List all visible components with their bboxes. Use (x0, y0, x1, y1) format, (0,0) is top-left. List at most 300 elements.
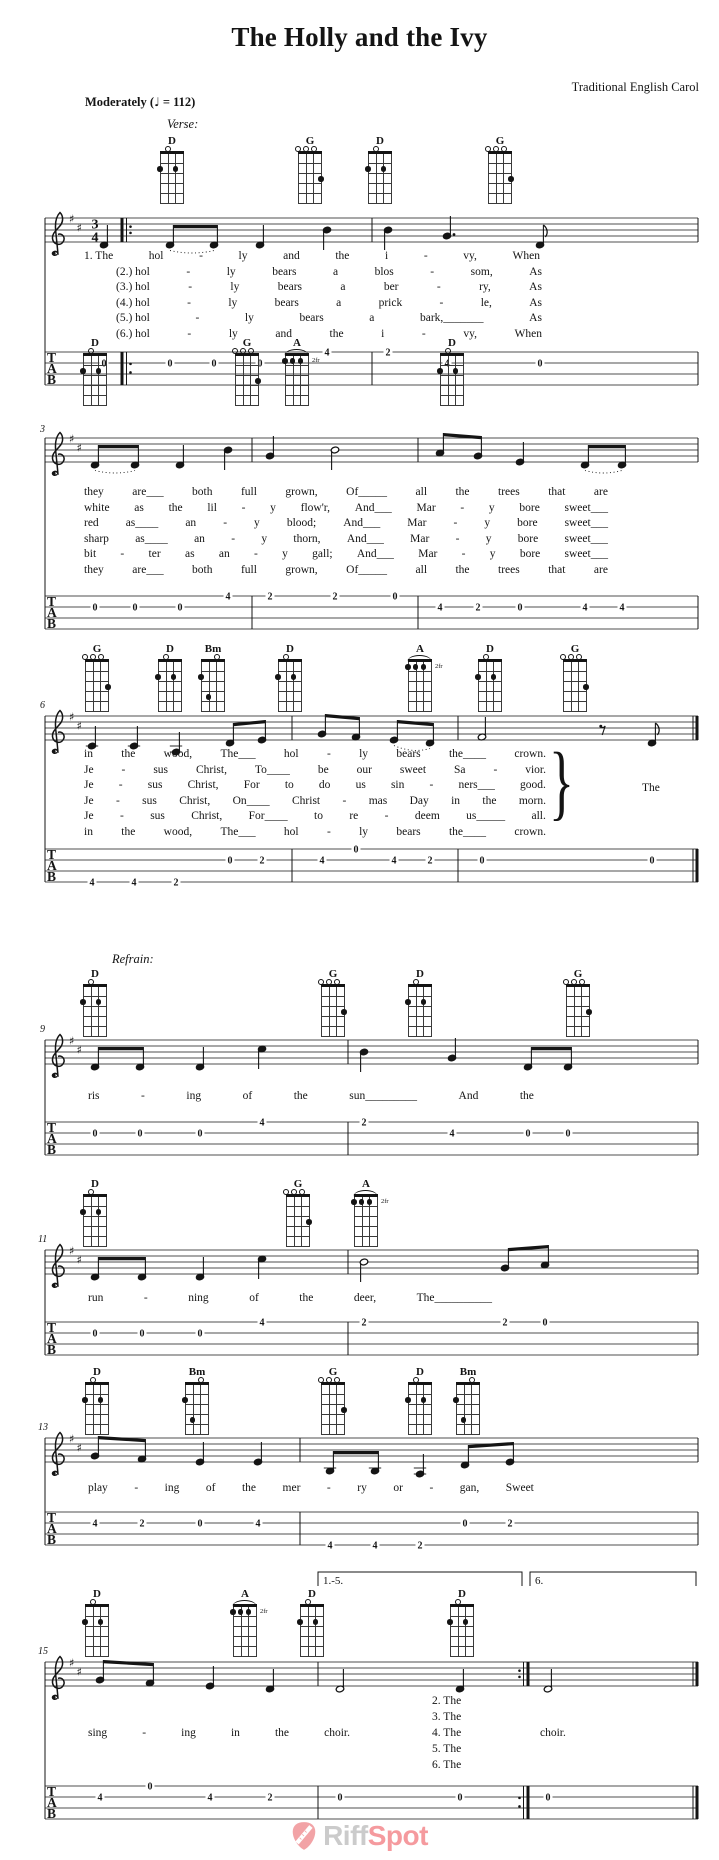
lyric-token: - (188, 281, 193, 293)
chord-fret-line (233, 1656, 257, 1657)
chord-string (158, 662, 159, 712)
lyric-token: - (460, 501, 465, 514)
barre-icon (407, 655, 432, 662)
lyric-line (84, 486, 608, 498)
lyric-token: blood; (286, 517, 317, 529)
chord-string (248, 1607, 249, 1657)
svg-text:0: 0 (137, 1128, 143, 1140)
finger-dot (421, 664, 427, 670)
open-string-icon (88, 348, 94, 354)
lyric-token: an (218, 548, 230, 560)
finger-dot (96, 1209, 102, 1215)
svg-text:2: 2 (417, 1540, 423, 1552)
chord-string (369, 1197, 370, 1247)
chord-string (298, 154, 299, 204)
lyric-token: sweet___ (564, 501, 608, 514)
finger-dot (583, 684, 589, 690)
finger-dot (367, 1199, 373, 1205)
lyric-line (84, 779, 546, 791)
chord-fret-line (478, 691, 502, 692)
open-string-icon (413, 1377, 419, 1383)
lyric-token: y (488, 501, 495, 514)
lyric-token: y (270, 501, 276, 514)
finger-dot (405, 664, 411, 670)
svg-text:B: B (47, 869, 57, 884)
riffspot-pick-icon (291, 1821, 317, 1851)
chord-fret-line (368, 183, 392, 184)
finger-dot (491, 674, 497, 680)
svg-text:4: 4 (449, 1128, 455, 1140)
chord-fret-line (233, 1636, 257, 1637)
finger-dot (453, 368, 459, 374)
chord-fret-line (321, 1036, 345, 1037)
chord-name: Bm (204, 643, 222, 655)
chord-fret-line (321, 1414, 345, 1415)
chord-fret-line (158, 671, 182, 672)
chord-fret-line (235, 405, 259, 406)
svg-text:0: 0 (177, 602, 183, 614)
chord-grid (440, 353, 464, 406)
lyric-extra: 3. The (432, 1711, 462, 1723)
chord-string (106, 1197, 107, 1247)
chord-fret-line (235, 385, 259, 386)
chord-fret-line (368, 203, 392, 204)
chord-grid (321, 984, 345, 1037)
svg-text:A: A (47, 1131, 57, 1146)
svg-text:0: 0 (197, 1518, 203, 1530)
chord-fret-line (160, 163, 184, 164)
open-string-icon (469, 1377, 475, 1383)
chord-grid (85, 659, 109, 712)
lyric-token: - (326, 1482, 331, 1494)
lyric-token: our (356, 763, 372, 776)
chord-fret-line (201, 681, 225, 682)
lyric-token: bore (519, 501, 540, 514)
open-string-icon (214, 654, 220, 660)
chord-fret-line (235, 375, 259, 376)
open-string-icon (373, 146, 379, 152)
lyric-token: sweet___ (564, 548, 608, 560)
svg-text:4: 4 (444, 358, 450, 370)
finger-dot (318, 176, 324, 182)
lyric-line (84, 795, 546, 807)
svg-text:T: T (47, 350, 57, 365)
chord-fret-line (285, 405, 309, 406)
svg-text:A: A (47, 1521, 57, 1536)
finger-dot (80, 1209, 86, 1215)
svg-text:4: 4 (619, 602, 625, 614)
lyric-token: - (421, 327, 426, 340)
lyric-token: To____ (254, 763, 290, 776)
chord-fret-line (488, 183, 512, 184)
chord-fret-line (201, 691, 225, 692)
svg-text:0: 0 (517, 602, 523, 614)
finger-dot (173, 166, 179, 172)
open-string-icon (334, 1377, 340, 1383)
open-string-icon (303, 146, 309, 152)
chord-fret-line (85, 1424, 109, 1425)
lyric-token: good. (520, 779, 546, 791)
open-string-icon (248, 348, 254, 354)
svg-text:0: 0 (139, 1328, 145, 1340)
chord-fret-line (85, 691, 109, 692)
lyric-token: hol (283, 748, 299, 760)
chord-fret-line (450, 1626, 474, 1627)
svg-text:♯: ♯ (76, 1665, 82, 1679)
svg-text:4: 4 (259, 1317, 265, 1329)
lyric-token: y (489, 548, 496, 560)
chord-string (486, 662, 487, 712)
lyric-line (84, 517, 608, 529)
lyric-token: Christ, (179, 794, 211, 807)
svg-text:2: 2 (173, 877, 179, 889)
lyric-token: ing (186, 1090, 202, 1102)
svg-text:2: 2 (361, 1317, 367, 1329)
chord-string (563, 662, 564, 712)
chord-fret-line (563, 691, 587, 692)
lyric-token: - (115, 794, 120, 807)
lyric-token: wood, (163, 748, 193, 760)
chord-fret-line (85, 1636, 109, 1637)
lyric-token: all (415, 486, 428, 498)
chord-fret-line (278, 681, 302, 682)
open-string-icon (98, 654, 104, 660)
chord-grid (85, 1604, 109, 1657)
chord-grid (456, 1382, 480, 1435)
chord-string (313, 154, 314, 204)
chord-fret-line (408, 711, 432, 712)
lyric-token: gall; (312, 548, 333, 560)
svg-text:♯: ♯ (69, 1034, 75, 1048)
brand-riff: Riff (323, 1820, 368, 1851)
lyric-token: - (134, 1482, 139, 1494)
svg-text:2: 2 (427, 855, 433, 867)
chord-string (106, 356, 107, 406)
chord-string (85, 662, 86, 712)
chord-string (464, 1385, 465, 1435)
svg-text:B: B (47, 1342, 57, 1357)
lyric-token: full (240, 563, 257, 576)
lyric-token: As (529, 296, 542, 309)
chord-fret-line (321, 1434, 345, 1435)
lyric-token: are (593, 563, 608, 576)
open-string-icon (88, 979, 94, 985)
chord-fret-line (83, 996, 107, 997)
svg-text:0: 0 (197, 1128, 203, 1140)
open-string-icon (318, 979, 324, 985)
chord-name: D (93, 1588, 101, 1600)
chord-string (391, 154, 392, 204)
open-string-icon (163, 654, 169, 660)
lyric-token: the (482, 794, 497, 807)
lyric-token: hol (148, 250, 164, 262)
fret-position-label: 2fr (312, 357, 320, 364)
chord-fret-line (185, 1404, 209, 1405)
chord-fret-line (300, 1646, 324, 1647)
lyric-token: - (195, 312, 200, 324)
lyric-token: - (119, 810, 124, 822)
lyric-token: ly (359, 748, 369, 760)
chord-fret-line (235, 365, 259, 366)
svg-text:4: 4 (259, 1117, 265, 1129)
chord-fret-line (321, 1026, 345, 1027)
chord-name: A (416, 643, 424, 655)
lyric-token: And___ (356, 548, 394, 560)
lyric-token: crown. (514, 825, 546, 838)
chord-grid (321, 1382, 345, 1435)
chord-fret-line (354, 1226, 378, 1227)
lyric-token: the (335, 250, 350, 262)
chord-name: G (92, 643, 102, 655)
measure-number: 3 (40, 424, 45, 435)
chord-name: D (308, 1588, 316, 1600)
chord-fret-line (285, 365, 309, 366)
lyric-token: vior. (525, 763, 546, 776)
chord-fret-line (488, 203, 512, 204)
chord-name: D (416, 1366, 424, 1378)
chord-fret-line (321, 1006, 345, 1007)
lyric-token: And___ (346, 532, 384, 545)
lyric-token: - (439, 296, 444, 309)
chord-string (455, 356, 456, 406)
svg-text:2: 2 (259, 855, 265, 867)
open-string-icon (240, 348, 246, 354)
open-string-icon (318, 1377, 324, 1383)
chord-fret-line (450, 1636, 474, 1637)
chord-string (336, 987, 337, 1037)
chord-string (301, 1197, 302, 1247)
lyric-token: Of_____ (346, 563, 388, 576)
lyric-token: and (275, 327, 292, 340)
lyric-token: mer (282, 1482, 301, 1494)
lyric-token: gan, (459, 1482, 480, 1494)
finger-dot (190, 1417, 196, 1423)
chord-string (98, 1197, 99, 1247)
lyric-token: a (336, 296, 342, 309)
svg-text:♯: ♯ (69, 1244, 75, 1258)
chord-string (383, 154, 384, 204)
lyric-token: And___ (343, 517, 381, 529)
chord-fret-line (408, 691, 432, 692)
chord-name: G (495, 135, 505, 147)
chord-string (465, 1607, 466, 1657)
open-string-icon (299, 1189, 305, 1195)
lyric-token: flow'r, (300, 501, 331, 514)
lyric-token: bore (517, 532, 539, 545)
lyric-line (84, 250, 540, 262)
lyric-token: the (299, 1292, 314, 1304)
chord-fret-line (563, 681, 587, 682)
lyric-token: an (194, 532, 205, 545)
chord-name: A (241, 1588, 249, 1600)
lyric-token: both (192, 486, 213, 498)
finger-dot (82, 1619, 88, 1625)
chord-string (108, 1385, 109, 1435)
lyric-extra: 4. The (432, 1727, 462, 1739)
lyric-token: they (84, 486, 104, 498)
chord-string (285, 356, 286, 406)
lyric-token: - (429, 779, 434, 791)
chord-fret-line (408, 1424, 432, 1425)
lyric-token: be (317, 763, 329, 776)
chord-fret-line (83, 405, 107, 406)
chord-string (100, 662, 101, 712)
chord-string (423, 662, 424, 712)
measure-number: 13 (38, 1422, 48, 1433)
open-string-icon (560, 654, 566, 660)
chord-string (200, 1385, 201, 1435)
lyric-token: are___ (132, 486, 164, 498)
svg-text:2: 2 (267, 1792, 273, 1804)
chord-string (91, 987, 92, 1037)
lyric-token: sin (390, 779, 405, 791)
chord-fret-line (201, 711, 225, 712)
open-string-icon (568, 654, 574, 660)
lyric-token: vy, (463, 327, 477, 340)
chord-name: G (242, 337, 252, 349)
svg-text:0: 0 (545, 1792, 551, 1804)
svg-text:2: 2 (502, 1317, 508, 1329)
finger-dot (365, 166, 371, 172)
lyric-token: Christ (292, 794, 321, 807)
lyric-token: an (185, 517, 197, 529)
lyric-token: - (429, 1482, 434, 1494)
lyric-line (84, 564, 608, 576)
lyric-token: sweet___ (564, 532, 608, 545)
chord-fret-line (408, 681, 432, 682)
lyric-token: bears (272, 265, 297, 278)
lyric-token: som, (470, 265, 493, 278)
finger-dot (290, 358, 296, 364)
lyric-token: Sa (454, 763, 466, 776)
lyric-token: ry (357, 1482, 367, 1494)
chord-string (315, 1607, 316, 1657)
chord-string (408, 662, 409, 712)
chord-string (93, 1385, 94, 1435)
lyric-token: full (240, 486, 257, 498)
chord-fret-line (83, 1226, 107, 1227)
measure-number: 11 (38, 1234, 48, 1245)
chord-string (478, 662, 479, 712)
chord-grid (298, 151, 322, 204)
open-string-icon (90, 654, 96, 660)
chord-name: D (166, 643, 174, 655)
lyric-token: - (141, 1090, 145, 1102)
lyric-token: - (199, 250, 203, 262)
chord-grid (201, 659, 225, 712)
lyric-token: thorn, (293, 532, 321, 545)
chord-string (100, 1607, 101, 1657)
lyric-token: y (261, 532, 268, 545)
finger-dot (246, 1609, 252, 1615)
chord-string (423, 1385, 424, 1435)
chord-fret-line (408, 1026, 432, 1027)
lyric-token: - (453, 517, 458, 529)
lyric-token: - (436, 281, 441, 293)
lyric-token: Mar (407, 517, 427, 529)
svg-text:B: B (47, 1532, 57, 1547)
lyric-token: - (118, 779, 123, 791)
lyric-token: vy, (463, 250, 477, 262)
chord-fret-line (160, 203, 184, 204)
chord-fret-line (233, 1646, 257, 1647)
chord-string (473, 1607, 474, 1657)
svg-text:♯: ♯ (76, 441, 82, 455)
lyric-token: as____ (125, 517, 159, 529)
chord-string (450, 1607, 451, 1657)
chord-string (98, 356, 99, 406)
chord-fret-line (286, 1246, 310, 1247)
svg-text:♯: ♯ (76, 221, 82, 235)
lyric-token: bit (84, 548, 97, 560)
chord-fret-line (233, 1626, 257, 1627)
lyric-line (84, 502, 608, 514)
chord-fret-line (298, 183, 322, 184)
chord-string (224, 662, 225, 712)
chord-string (300, 1607, 301, 1657)
lyric-token: bears (396, 825, 421, 838)
svg-text:0: 0 (147, 1781, 153, 1793)
lyric-token: - (326, 825, 331, 838)
chord-fret-line (354, 1206, 378, 1207)
svg-text:T: T (47, 847, 57, 862)
svg-text:0: 0 (257, 358, 263, 370)
lyric-token: i (385, 250, 389, 262)
chord-fret-line (488, 173, 512, 174)
open-string-icon (501, 146, 507, 152)
chord-name: G (328, 1366, 338, 1378)
chord-fret-line (440, 385, 464, 386)
chord-string (216, 662, 217, 712)
finger-dot (461, 1417, 467, 1423)
lyric-token: crown. (514, 748, 546, 760)
lyric-token: As (529, 265, 542, 278)
finger-dot (198, 674, 204, 680)
chord-fret-line (488, 193, 512, 194)
chord-name: A (293, 337, 301, 349)
chord-name: A (362, 1178, 370, 1190)
finger-dot (313, 1619, 319, 1625)
chord-fret-line (85, 711, 109, 712)
lyric-token: to (284, 779, 294, 791)
lyric-extra: 2. The (432, 1695, 462, 1707)
finger-dot (255, 378, 261, 384)
chord-string (377, 1197, 378, 1247)
svg-text:T: T (47, 1320, 57, 1335)
lyric-token: ter (148, 548, 161, 560)
lyric-token: ly (228, 296, 238, 309)
chord-string (456, 1385, 457, 1435)
measure-number: 6 (40, 700, 45, 711)
svg-text:♯: ♯ (69, 432, 75, 446)
chord-string (83, 1197, 84, 1247)
lyric-token: i (381, 327, 385, 340)
chord-fret-line (85, 681, 109, 682)
svg-text:A: A (47, 1795, 57, 1810)
lyric-token: ry, (479, 281, 491, 293)
lyric-token: of (205, 1482, 216, 1494)
chord-fret-line (478, 711, 502, 712)
chord-fret-line (408, 1016, 432, 1017)
chord-string (183, 154, 184, 204)
svg-text:4: 4 (324, 347, 330, 359)
chord-grid (160, 151, 184, 204)
chord-name: D (91, 968, 99, 980)
chord-fret-line (456, 1404, 480, 1405)
chord-fret-line (201, 671, 225, 672)
lyric-token: they (84, 563, 104, 576)
chord-string (463, 356, 464, 406)
